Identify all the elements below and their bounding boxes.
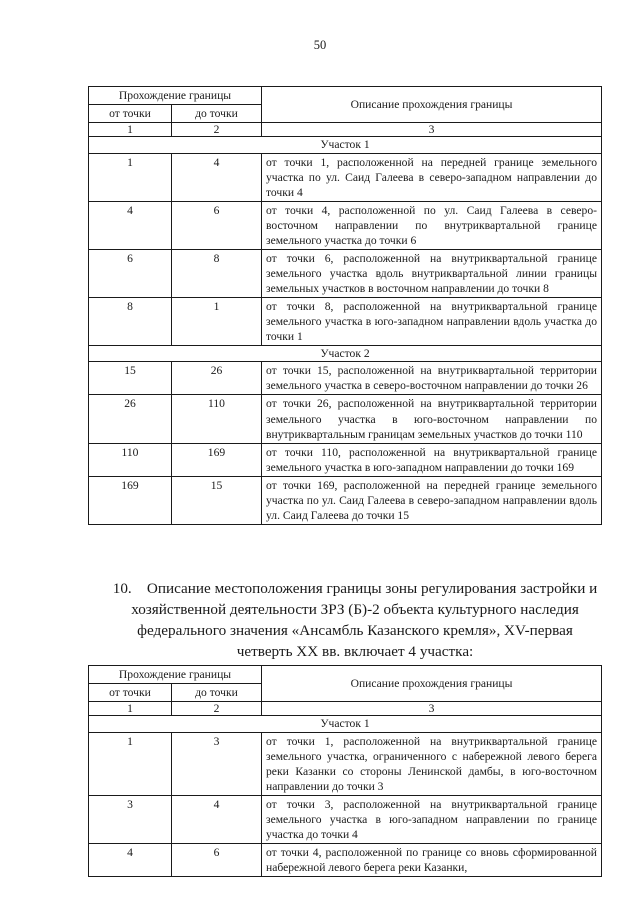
header-passage: Прохождение границы [89,666,262,684]
from-point: 8 [89,298,172,346]
to-point: 15 [172,476,262,524]
section-title: Участок 1 [89,137,602,153]
section-title: Участок 2 [89,346,602,362]
table-row [89,153,602,201]
boundary-description: от точки 110, расположенной на внутриквартальной границе земельного участка в юго-западном направлении до точки 169 [262,443,602,476]
to-point: 4 [172,153,262,201]
boundary-table-1 [88,86,602,525]
table-row [89,201,602,249]
from-point: 4 [89,201,172,249]
table-row [89,476,602,524]
from-point: 1 [89,153,172,201]
from-point: 169 [89,476,172,524]
from-point: 4 [89,843,172,876]
boundary-description: от точки 3, расположенной на внутриквартальной границе земельного участка в юго-западном направлении по границе участка до точки 4 [262,795,602,843]
header-description: Описание прохождения границы [262,666,602,702]
from-point: 15 [89,362,172,395]
table-row [89,843,602,876]
table-row [89,795,602,843]
boundary-description: от точки 4, расположенной по ул. Саид Галеева в северо-восточном направлении по внутриквартальной границе земельного участка до точки 6 [262,201,602,249]
column-number: 2 [172,123,262,137]
table-row [89,732,602,795]
column-number: 3 [262,123,602,137]
header-description: Описание прохождения границы [262,87,602,123]
table-row [89,298,602,346]
header-to: до точки [172,105,262,123]
to-point: 26 [172,362,262,395]
table-row [89,443,602,476]
from-point: 6 [89,249,172,297]
table-row [89,249,602,297]
from-point: 110 [89,443,172,476]
boundary-description: от точки 15, расположенной на внутриквартальной территории земельного участка в северо-восточном направлении до точки 26 [262,362,602,395]
to-point: 8 [172,249,262,297]
column-number: 1 [89,702,172,716]
to-point: 110 [172,395,262,443]
header-to: до точки [172,684,262,702]
header-passage: Прохождение границы [89,87,262,105]
boundary-description: от точки 6, расположенной на внутриквартальной границе земельного участка вдоль внутриквартальной линии границы земельных участков в восточном направлении до точки 8 [262,249,602,297]
column-number: 3 [262,702,602,716]
to-point: 6 [172,843,262,876]
boundary-description: от точки 26, расположенной на внутриквартальной территории земельного участка в юго-восточном направлении по внутриквартальным границам земельных участков до точки 110 [262,395,602,443]
table-row [89,395,602,443]
section-title: Участок 1 [89,716,602,732]
table-row [89,362,602,395]
to-point: 4 [172,795,262,843]
section-heading: 10. Описание местоположения границы зоны регулирования застройки и хозяйственной деятельности ЗРЗ (Б)-2 объекта культурного наследия федерального значения «Ансамбль Казанского кремля», XV-первая четверть XX вв. включает 4 участка: [112,580,598,660]
boundary-description: от точки 1, расположенной на внутриквартальной границе земельного участка, ограниченного с набережной левого берега реки Казанки со стороны Ленинской дамбы, в юго-восточном направлении до точки 3 [262,732,602,795]
header-from: от точки [89,684,172,702]
to-point: 3 [172,732,262,795]
boundary-description: от точки 1, расположенной на передней границе земельного участка по ул. Саид Галеева в северо-западном направлении до точки 4 [262,153,602,201]
boundary-description: от точки 4, расположенной по границе со вновь сформированной набережной левого берега реки Казанки, [262,843,602,876]
to-point: 1 [172,298,262,346]
from-point: 1 [89,732,172,795]
to-point: 6 [172,201,262,249]
boundary-table-2 [88,665,602,877]
boundary-description: от точки 8, расположенной на внутриквартальной границе земельного участка в юго-западном направлении вдоль участка до точки 1 [262,298,602,346]
column-number: 1 [89,123,172,137]
page-number: 50 [313,38,327,52]
header-from: от точки [89,105,172,123]
from-point: 26 [89,395,172,443]
column-number: 2 [172,702,262,716]
boundary-description: от точки 169, расположенной на передней границе земельного участка по ул. Саид Галеева в северо-западном направлении вдоль ул. Саид Галеева до точки 15 [262,476,602,524]
from-point: 3 [89,795,172,843]
to-point: 169 [172,443,262,476]
